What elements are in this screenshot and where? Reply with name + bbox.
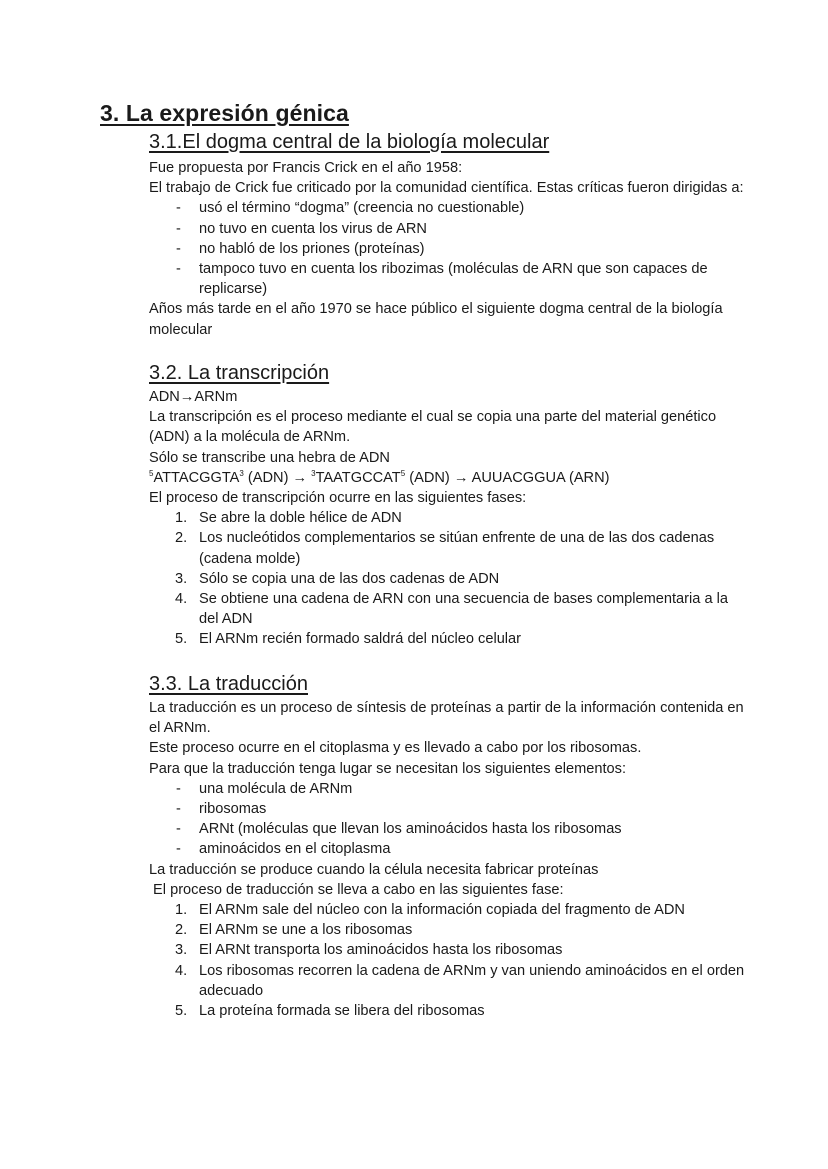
list-item bbox=[149, 1001, 749, 1021]
page-title: 3. La expresión génica bbox=[100, 100, 349, 126]
section-heading-transcripcion: 3.2. La transcripción bbox=[149, 362, 330, 384]
paragraph: El proceso de traducción se lleva a cabo en las siguientes fase: bbox=[149, 881, 564, 898]
list-number: 3. bbox=[175, 942, 188, 959]
list-text: La proteína formada se libera del ribosomas bbox=[199, 1003, 485, 1020]
elements-list bbox=[149, 779, 749, 860]
dna-strand: TAATGCCAT bbox=[315, 469, 401, 486]
list-item bbox=[149, 920, 749, 940]
list-item: - ARNt (moléculas que llevan los aminoácidos hasta los ribosomas bbox=[149, 819, 749, 839]
list-item bbox=[149, 508, 749, 528]
dna-strand: ATTACGGTA bbox=[153, 469, 240, 486]
list-text: Se abre la doble hélice de ADN bbox=[199, 510, 402, 527]
section-body-traduccion bbox=[149, 698, 749, 1021]
list-text: Se obtiene una cadena de ARN con una secuencia de bases complementaria a la del ADN bbox=[199, 591, 728, 628]
paragraph: La transcripción es el proceso mediante el cual se copia una parte del material genético (ADN) a la molécula de ARNm. bbox=[149, 409, 717, 446]
paragraph: Sólo se transcribe una hebra de ADN bbox=[149, 449, 390, 466]
list-number: 5. bbox=[175, 631, 188, 648]
sequence-label: (ADN) → AUUACGGUA (ARN) bbox=[405, 469, 610, 486]
list-item: - no habló de los priones (proteínas) bbox=[149, 239, 749, 259]
list-item: - aminoácidos en el citoplasma bbox=[149, 839, 749, 859]
transcription-phases bbox=[149, 508, 749, 649]
list-item bbox=[149, 528, 749, 568]
paragraph: Para que la traducción tenga lugar se necesitan los siguientes elementos: bbox=[149, 760, 627, 777]
list-number: 2. bbox=[175, 922, 188, 939]
paragraph: Años más tarde en el año 1970 se hace público el siguiente dogma central de la biología molecular bbox=[149, 301, 723, 338]
paragraph: Fue propuesta por Francis Crick en el año 1958: bbox=[149, 160, 463, 176]
strand-end-label: 3 bbox=[311, 468, 316, 478]
strand-end-label: 5 bbox=[149, 468, 154, 478]
section-heading-dogma: 3.1.El dogma central de la biología molecular bbox=[149, 131, 550, 153]
list-item: - usó el término “dogma” (creencia no cuestionable) bbox=[149, 198, 749, 218]
list-item: - no tuvo en cuenta los virus de ARN bbox=[149, 219, 749, 239]
translation-phases bbox=[149, 900, 749, 1021]
list-item bbox=[149, 961, 749, 1001]
list-text: El ARNm recién formado saldrá del núcleo celular bbox=[199, 631, 522, 648]
list-item bbox=[149, 569, 749, 589]
list-number: 4. bbox=[175, 591, 188, 608]
list-text: El ARNt transporta los aminoácidos hasta los ribosomas bbox=[199, 942, 563, 959]
list-number: 2. bbox=[175, 530, 188, 547]
paragraph: El proceso de transcripción ocurre en las siguientes fases: bbox=[149, 490, 527, 507]
list-text: Los nucleótidos complementarios se sitúan enfrente de una de las dos cadenas (cadena molde) bbox=[199, 530, 715, 567]
list-item bbox=[149, 900, 749, 920]
section-heading-traduccion: 3.3. La traducción bbox=[149, 673, 308, 695]
list-text: El ARNm se une a los ribosomas bbox=[199, 922, 413, 939]
paragraph: La traducción se produce cuando la célula necesita fabricar proteínas bbox=[149, 861, 599, 878]
paragraph: La traducción es un proceso de síntesis de proteínas a partir de la información contenida en el ARNm. bbox=[149, 700, 744, 737]
list-item bbox=[149, 629, 749, 649]
sequence-line bbox=[149, 468, 749, 488]
sequence-label: (ADN) → bbox=[243, 469, 312, 486]
list-text: Sólo se copia una de las dos cadenas de ADN bbox=[199, 570, 500, 587]
section-body-dogma bbox=[149, 158, 749, 340]
list-item: - una molécula de ARNm bbox=[149, 779, 749, 799]
list-number: 1. bbox=[175, 902, 188, 919]
list-text: El ARNm sale del núcleo con la información copiada del fragmento de ADN bbox=[199, 902, 685, 919]
list-item bbox=[149, 940, 749, 960]
strand-end-label: 5 bbox=[400, 468, 406, 478]
list-item: - ribosomas bbox=[149, 799, 749, 819]
paragraph: Este proceso ocurre en el citoplasma y es llevado a cabo por los ribosomas. bbox=[149, 740, 642, 757]
section-body-transcripcion bbox=[149, 387, 749, 650]
list-number: 4. bbox=[175, 962, 188, 979]
paragraph: ADN→ARNm bbox=[149, 389, 238, 405]
list-number: 3. bbox=[175, 570, 188, 587]
list-number: 5. bbox=[175, 1003, 188, 1020]
paragraph: El trabajo de Crick fue criticado por la comunidad científica. Estas críticas fueron dirigidas a: bbox=[149, 180, 744, 197]
list-item bbox=[149, 589, 749, 629]
criticism-list bbox=[149, 198, 749, 299]
list-item: - tampoco tuvo en cuenta los ribozimas (moléculas de ARN que son capaces de replicarse) bbox=[149, 259, 749, 299]
list-number: 1. bbox=[175, 510, 188, 527]
list-text: Los ribosomas recorren la cadena de ARNm y van uniendo aminoácidos en el orden adecuado bbox=[199, 962, 745, 999]
strand-end-label: 3 bbox=[239, 468, 244, 478]
